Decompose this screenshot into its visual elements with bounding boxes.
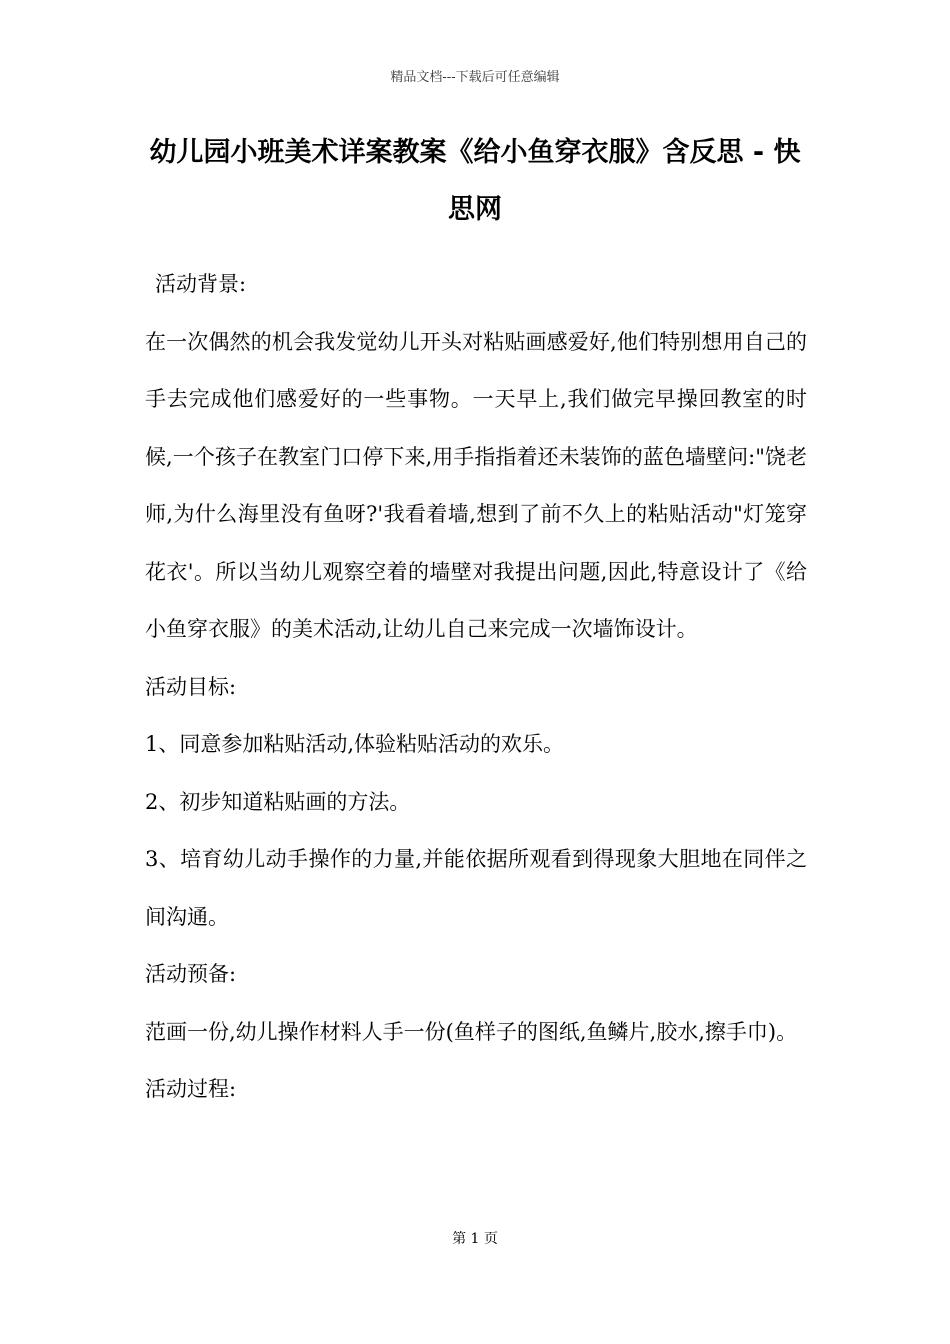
header-note: 精品文档---下载后可任意编辑 (390, 70, 560, 85)
section-heading-background: 活动背景: (155, 272, 247, 296)
goal-item-1: 1、同意参加粘贴活动,体验粘贴活动的欢乐。 (145, 732, 565, 756)
document-body (145, 256, 807, 1119)
document-title: 幼儿园小班美术详案教案《给小鱼穿衣服》含反思 - 快思网 (149, 137, 801, 225)
goal-item-2: 2、初步知道粘贴画的方法。 (145, 789, 411, 814)
goal-item-3: 3、培育幼儿动手操作的力量,并能依据所观看到得现象大胆地在同伴之间沟通。 (145, 847, 807, 929)
page-number: 第 1 页 (452, 1231, 498, 1247)
section-heading-goals: 活动目标: (145, 674, 237, 699)
preparation-paragraph: 范画一份,幼儿操作材料人手一份(鱼样子的图纸,鱼鳞片,胶水,擦手巾)。 (145, 1019, 798, 1044)
section-heading-preparation: 活动预备: (145, 962, 237, 986)
background-paragraph: 在一次偶然的机会我发觉幼儿开头对粘贴画感爱好,他们特别想用自己的手去完成他们感爱好的一些事物。一天早上,我们做完早操回教室的时候,一个孩子在教室门口停下来,用手指指着还未装饰的蓝色墙壁问:"饶老师,为什么海里没有鱼呀?'我看着墙,想到了前不久上的粘贴活动"灯笼穿花衣'。所以当幼儿观察空着的墙壁对我提出问题,因此,特意设计了《给小鱼穿衣服》的美术活动,让幼儿自己来完成一次墙饰设计。 (145, 329, 807, 641)
section-heading-process: 活动过程: (145, 1077, 237, 1101)
